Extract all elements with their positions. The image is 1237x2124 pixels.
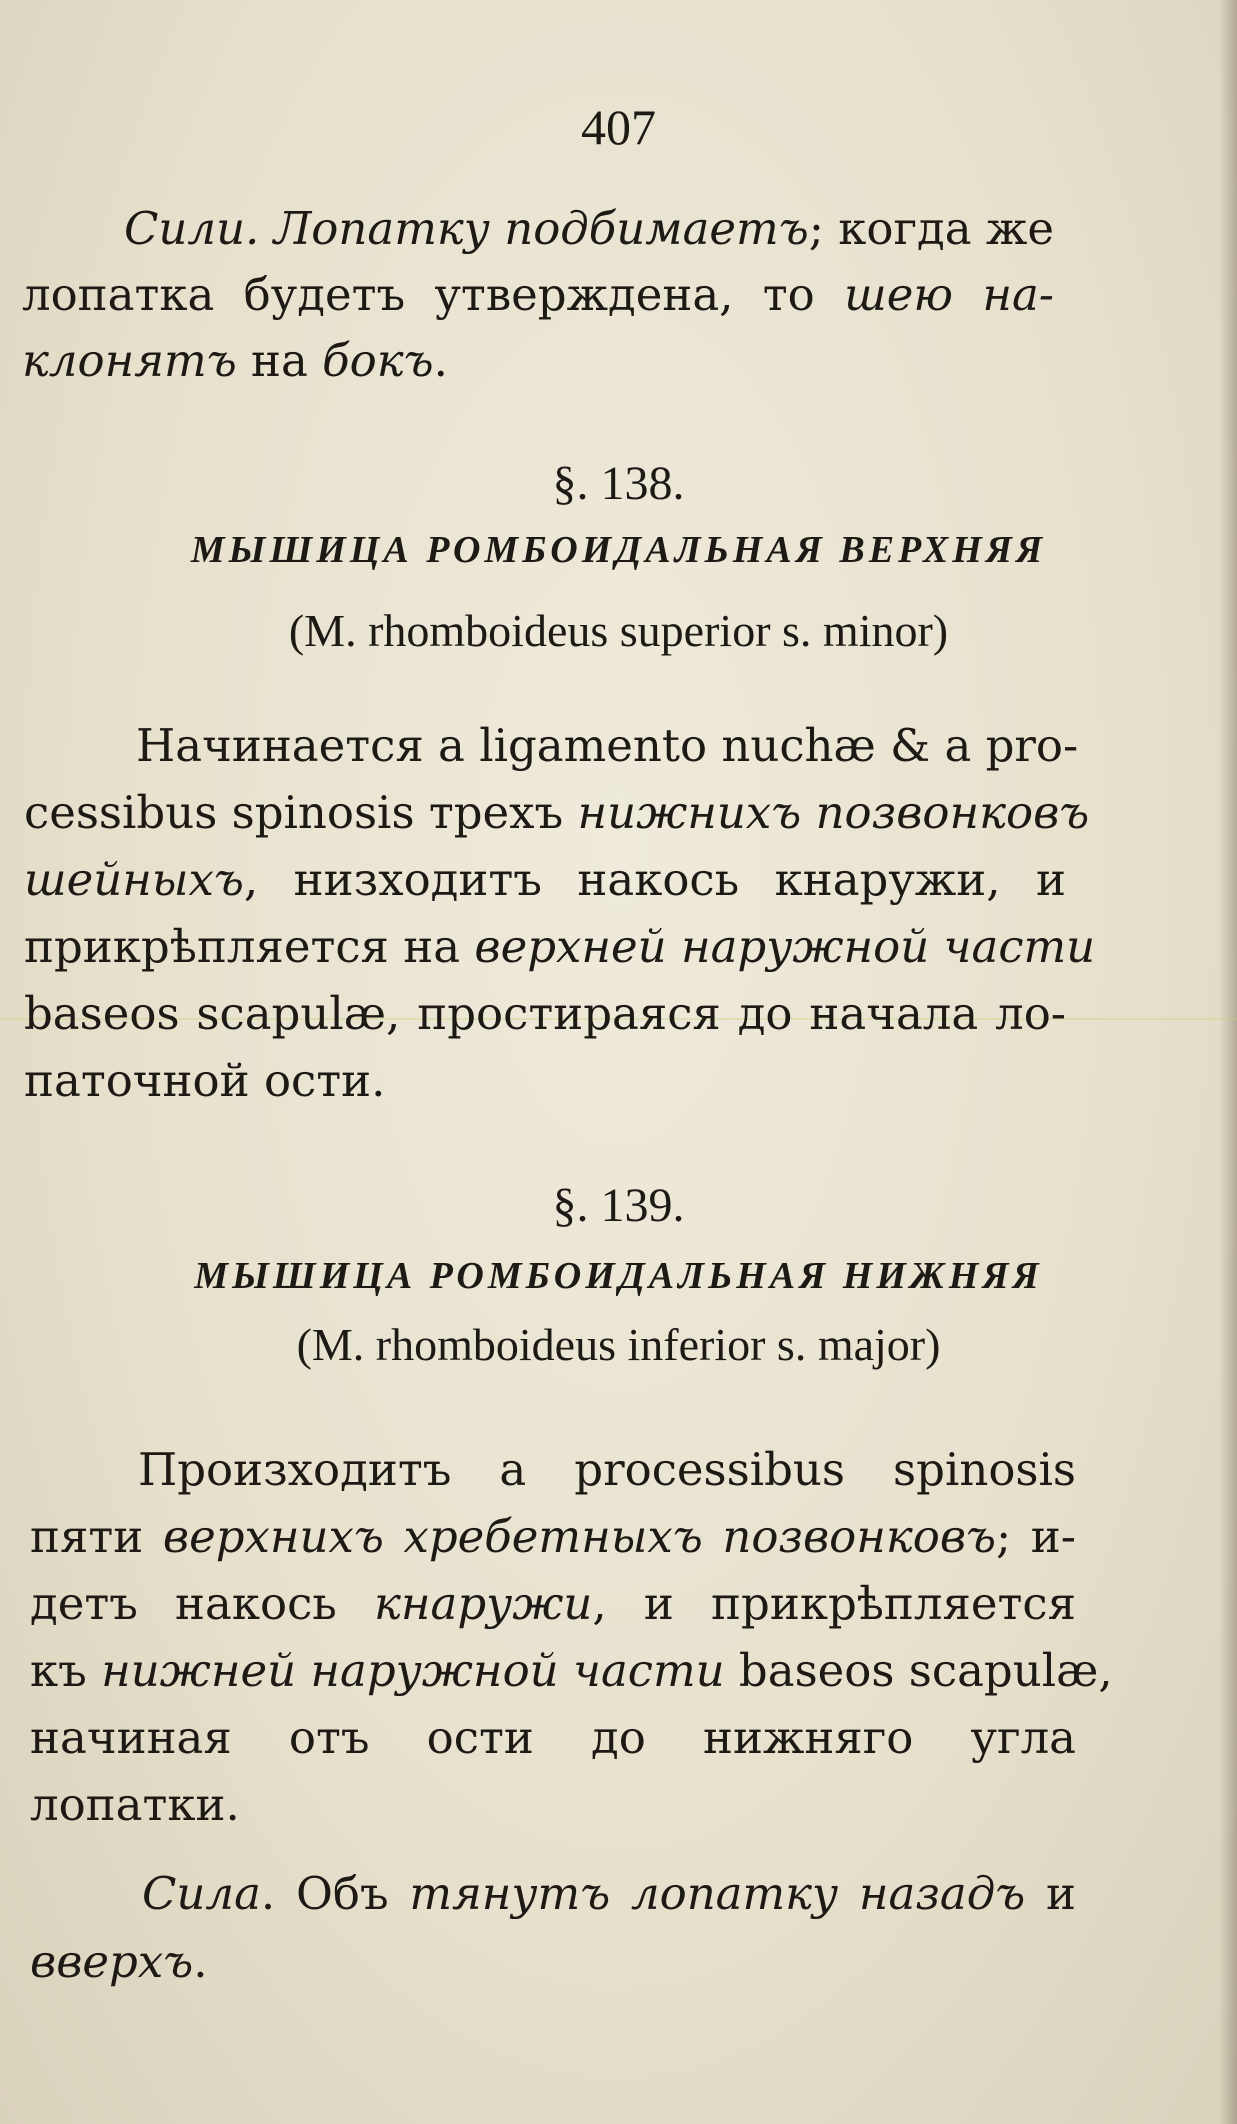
para-text: , и прикрѣпляется bbox=[592, 1577, 1076, 1630]
para-line bbox=[30, 1503, 1076, 1570]
section-number-139: §. 139. bbox=[552, 1179, 685, 1232]
section-latin-139: (M. rhomboideus inferior s. major) bbox=[296, 1319, 941, 1370]
para-line: baseos scapulæ, простираяся до начала ло- bbox=[24, 987, 1066, 1040]
section-number-138: §. 138. bbox=[552, 457, 685, 510]
para-text: къ bbox=[30, 1644, 102, 1697]
intro-italic-text: шею на- bbox=[844, 268, 1054, 321]
para-italic-text: нижнихъ позвонковъ bbox=[577, 786, 1090, 839]
intro-paragraph bbox=[22, 196, 1054, 394]
force-text: . bbox=[193, 1935, 208, 1988]
page-number: 407 bbox=[581, 99, 656, 155]
para-line bbox=[24, 779, 1090, 846]
section-title-138: МЫШИЦА РОМБОИДАЛЬНАЯ ВЕРХНЯЯ bbox=[190, 529, 1047, 571]
para-line bbox=[30, 1637, 1113, 1704]
para-line bbox=[30, 1570, 1076, 1637]
para-line: Начинается a ligamento nuchæ & a pro- bbox=[136, 719, 1079, 772]
para-text: детъ накось bbox=[30, 1577, 374, 1630]
section-139-paragraph bbox=[30, 1436, 1113, 1838]
para-line: Произходитъ a processibus spinosis bbox=[138, 1443, 1076, 1496]
intro-italic-text: клонятъ bbox=[22, 334, 237, 387]
para-italic-text: верхнихъ хребетныхъ позвонковъ bbox=[162, 1510, 997, 1563]
intro-line-2 bbox=[22, 262, 1054, 328]
intro-text: лопатка будетъ утверждена, то bbox=[22, 268, 845, 321]
section-139-force bbox=[30, 1860, 1076, 1996]
force-text: и bbox=[1025, 1867, 1077, 1920]
force-italic-text: тянутъ лопатку назадъ bbox=[409, 1867, 1026, 1920]
para-line bbox=[24, 913, 1096, 980]
intro-text: . bbox=[433, 334, 448, 387]
para-text: прикрѣпляется на bbox=[24, 920, 475, 973]
para-line: лопатки. bbox=[30, 1778, 240, 1831]
intro-text: на bbox=[236, 334, 323, 387]
para-text: ; и- bbox=[996, 1510, 1076, 1563]
para-text: baseos scapulæ, bbox=[724, 1644, 1113, 1697]
intro-line-1 bbox=[124, 196, 1054, 262]
intro-italic-text: бокъ bbox=[322, 334, 434, 387]
section-title-139: МЫШИЦА РОМБОИДАЛЬНАЯ НИЖНЯЯ bbox=[194, 1255, 1043, 1297]
intro-text: ; когда же bbox=[808, 202, 1054, 255]
section-latin-138: (M. rhomboideus superior s. minor) bbox=[288, 605, 949, 656]
para-text: cessibus spinosis трехъ bbox=[24, 786, 578, 839]
force-text: . Объ bbox=[260, 1867, 410, 1920]
para-line bbox=[24, 846, 1066, 913]
para-italic-text: нижней наружной части bbox=[101, 1644, 725, 1697]
para-italic-text: шейныхъ bbox=[24, 853, 244, 906]
force-line-1 bbox=[30, 1860, 1076, 1928]
para-line: паточной ости. bbox=[24, 1054, 386, 1107]
section-138-paragraph bbox=[24, 712, 1096, 1114]
para-italic-text: верхней наружной части bbox=[474, 920, 1096, 973]
force-line-2 bbox=[30, 1928, 1076, 1996]
force-label: Сила bbox=[142, 1867, 261, 1920]
force-italic-text: вверхъ bbox=[30, 1935, 194, 1988]
intro-force-text: Сили. Лопатку подбимаетъ bbox=[124, 202, 809, 255]
para-line: начиная отъ ости до нижняго угла bbox=[30, 1711, 1076, 1764]
para-text: , низходитъ накось кнаружи, и bbox=[243, 853, 1066, 906]
page-edge-shadow bbox=[1219, 0, 1237, 2124]
para-text: пяти bbox=[30, 1510, 163, 1563]
intro-line-3 bbox=[22, 328, 1054, 394]
para-italic-text: кнаружи bbox=[373, 1577, 593, 1630]
